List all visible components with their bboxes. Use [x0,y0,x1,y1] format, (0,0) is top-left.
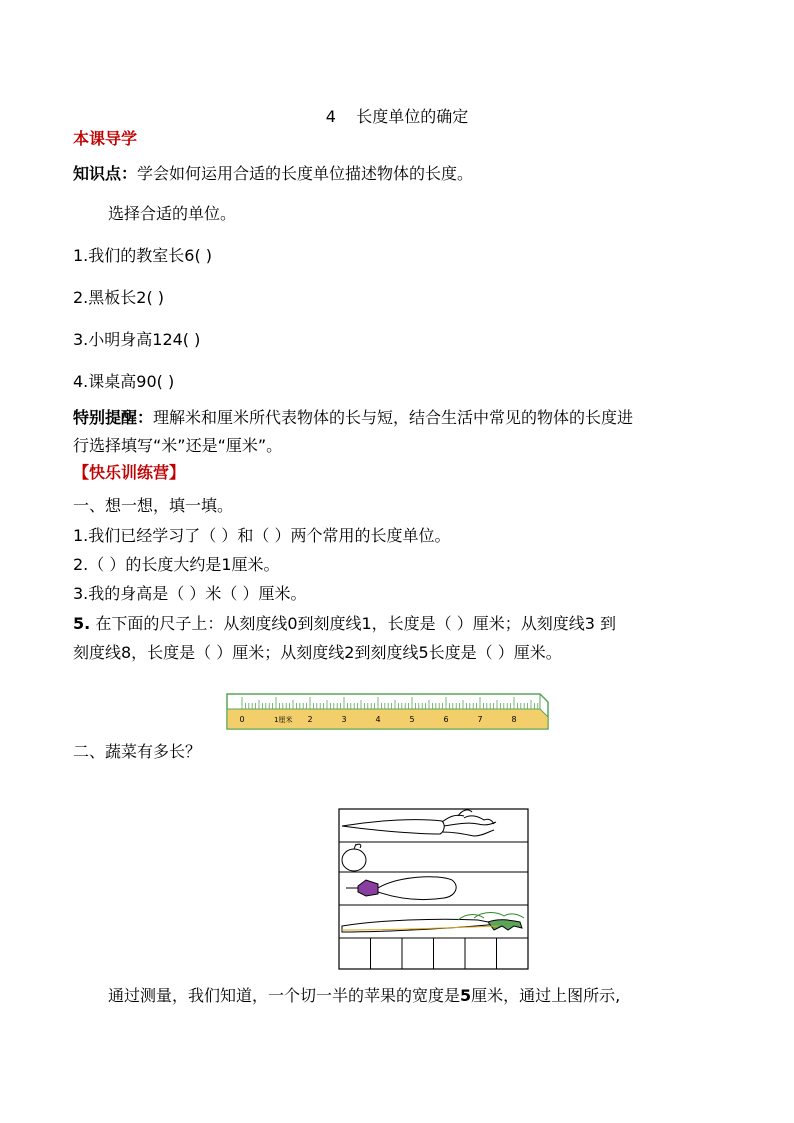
unit-question-2: 2.黑板长2( ) [73,288,165,307]
camp-heading: 【快乐训练营】 [73,463,186,482]
tip-label: 特别提醒： [73,408,154,427]
fill-question-2: 2.（ ）的长度大约是1厘米。 [73,555,280,574]
section2-title: 二、蔬菜有多长？ [73,742,202,761]
fill-question-5-line-1 [73,614,616,634]
page-title [0,104,794,127]
closing-text-start: 通过测量，我们知道，一个切一半的苹果的宽度是 [108,986,461,1005]
fill-question-3: 3.我的身高是（ ）米（ ）厘米。 [73,584,307,603]
fill-question-1: 1.我们已经学习了（ ）和（ ）两个常用的长度单位。 [73,526,451,545]
fill-question-5-line-2: 刻度线8，长度是（ ）厘米；从刻度线2到刻度线5长度是（ ）厘米。 [73,643,562,662]
closing-number: 5 [460,986,472,1005]
closing-text [108,986,620,1006]
tip-line-1 [73,408,633,428]
ruler-label: 1厘米 [274,716,293,724]
knowledge-text: 学会如何运用合适的长度单位描述物体的长度。 [137,164,474,183]
knowledge-point [73,164,473,184]
question-5-text-1: 在下面的尺子上：从刻度线0到刻度线1，长度是（ ）厘米；从刻度线3 到 [95,614,617,633]
unit-question-4: 4.课桌高90( ) [73,372,175,391]
section1-title: 一、想一想，填一填。 [73,496,234,515]
ruler-label: 3 [341,715,347,724]
instruction-text: 选择合适的单位。 [108,204,237,223]
lesson-number: 4 [325,107,336,126]
ruler-label: 7 [477,715,483,724]
closing-text-end: 厘米，通过上图所示, [471,986,621,1005]
ruler-label: 6 [443,715,449,724]
ruler-image [226,690,552,730]
ruler-label: 2 [307,715,313,724]
tip-line-2: 行选择填写“米”还是“厘米”。 [73,436,283,455]
guide-heading: 本课导学 [73,129,138,148]
vegetable-measurement-figure [338,808,530,972]
knowledge-label: 知识点： [73,164,138,183]
unit-question-1: 1.我们的教室长6( ) [73,246,213,265]
lesson-title: 长度单位的确定 [356,107,469,126]
tip-text-1: 理解米和厘米所代表物体的长与短，结合生活中常见的物体的长度进 [153,408,634,427]
ruler-label: 5 [409,715,415,724]
ruler-label: 4 [375,715,381,724]
unit-question-3: 3.小明身高124( ) [73,330,201,349]
ruler-label: 0 [239,715,245,724]
question-5-number: 5. [73,614,91,633]
ruler-label: 8 [511,715,517,724]
